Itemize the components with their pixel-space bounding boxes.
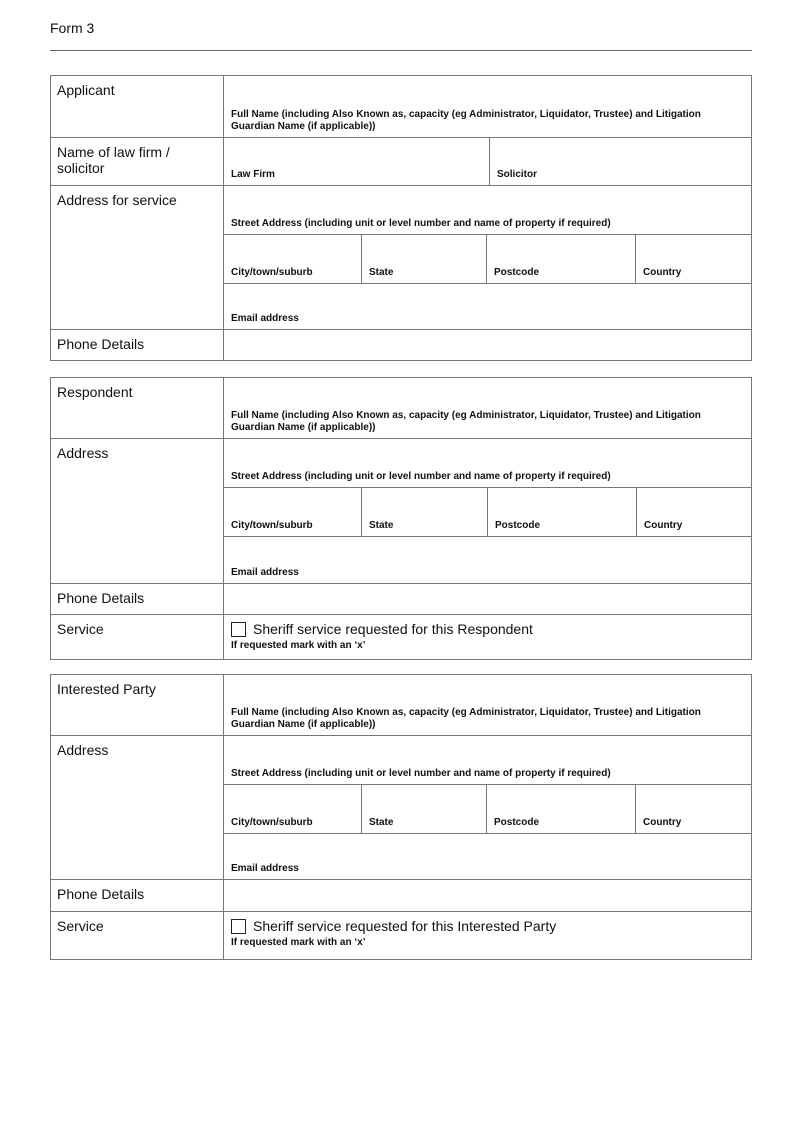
applicant-country-field[interactable] <box>635 235 751 283</box>
applicant-street-field[interactable] <box>224 186 751 234</box>
email-caption: Email address <box>231 313 299 324</box>
city-caption: City/town/suburb <box>231 520 313 531</box>
applicant-name-row <box>51 75 751 137</box>
sheriff-service-checkbox[interactable] <box>231 919 246 934</box>
interested-party-section <box>50 674 752 960</box>
street-caption: Street Address (including unit or level number and name of property if required) <box>231 768 611 779</box>
postcode-caption: Postcode <box>494 267 540 278</box>
country-caption: Country <box>643 267 682 278</box>
full-name-caption: Full Name (including Also Known as, capacity (eg Administrator, Liquidator, Trustee) and Litigation Guardian Name (if applicable)) <box>231 410 701 433</box>
address-label: Address <box>51 736 224 879</box>
state-caption: State <box>369 520 394 531</box>
law-firm-field[interactable] <box>224 138 489 185</box>
requested-hint: If requested mark with an ‘x’ <box>231 937 366 948</box>
interested-party-address-row <box>51 735 751 879</box>
full-name-caption: Full Name (including Also Known as, capacity (eg Administrator, Liquidator, Trustee) and Litigation Guardian Name (if applicable)) <box>231 109 701 132</box>
interested-party-full-name-field[interactable] <box>224 675 751 735</box>
postcode-caption: Postcode <box>495 520 541 531</box>
solicitor-caption: Solicitor <box>497 169 538 180</box>
respondent-phone-row <box>51 583 751 614</box>
respondent-phone-field[interactable] <box>224 584 751 614</box>
law-firm-row <box>51 137 751 185</box>
email-caption: Email address <box>231 567 299 578</box>
city-caption: City/town/suburb <box>231 817 313 828</box>
interested-party-label: Interested Party <box>51 675 224 735</box>
respondent-address-row <box>51 438 751 583</box>
solicitor-field[interactable] <box>489 138 751 185</box>
street-caption: Street Address (including unit or level number and name of property if required) <box>231 218 611 229</box>
applicant-state-field[interactable] <box>361 235 486 283</box>
applicant-phone-row <box>51 329 751 360</box>
respondent-service-row <box>51 614 751 659</box>
country-caption: Country <box>643 817 682 828</box>
sheriff-service-text: Sheriff service requested for this Interested Party <box>253 918 557 934</box>
interested-party-phone-field[interactable] <box>224 880 751 911</box>
applicant-city-field[interactable] <box>224 235 361 283</box>
interested-party-country-field[interactable] <box>635 785 751 833</box>
interested-party-state-field[interactable] <box>361 785 486 833</box>
interested-party-phone-row <box>51 879 751 911</box>
postcode-caption: Postcode <box>494 817 540 828</box>
respondent-city-field[interactable] <box>224 488 361 536</box>
city-caption: City/town/suburb <box>231 267 313 278</box>
interested-party-name-row <box>51 674 751 735</box>
applicant-section <box>50 75 752 361</box>
phone-details-label: Phone Details <box>51 330 224 360</box>
requested-hint: If requested mark with an ‘x’ <box>231 640 366 651</box>
sheriff-service-checkbox[interactable] <box>231 622 246 637</box>
applicant-address-row <box>51 185 751 329</box>
sheriff-service-text: Sheriff service requested for this Respondent <box>253 621 533 637</box>
state-caption: State <box>369 267 394 278</box>
law-firm-caption: Law Firm <box>231 169 275 180</box>
respondent-state-field[interactable] <box>361 488 487 536</box>
applicant-postcode-field[interactable] <box>486 235 635 283</box>
respondent-name-row <box>51 377 751 438</box>
interested-party-postcode-field[interactable] <box>486 785 635 833</box>
country-caption: Country <box>644 520 683 531</box>
respondent-email-field[interactable] <box>224 537 751 583</box>
email-caption: Email address <box>231 863 299 874</box>
address-label: Address <box>51 439 224 583</box>
law-firm-solicitor-label: Name of law firm / solicitor <box>51 138 224 185</box>
state-caption: State <box>369 817 394 828</box>
interested-party-service-row <box>51 911 751 959</box>
applicant-email-field[interactable] <box>224 284 751 329</box>
applicant-full-name-field[interactable] <box>224 76 751 137</box>
header-divider <box>50 50 752 51</box>
respondent-section <box>50 377 752 660</box>
respondent-country-field[interactable] <box>636 488 751 536</box>
address-for-service-label: Address for service <box>51 186 224 329</box>
phone-details-label: Phone Details <box>51 584 224 614</box>
interested-party-street-field[interactable] <box>224 736 751 784</box>
phone-details-label: Phone Details <box>51 880 224 911</box>
form-number: Form 3 <box>50 20 95 36</box>
interested-party-email-field[interactable] <box>224 834 751 879</box>
applicant-label: Applicant <box>51 76 224 137</box>
street-caption: Street Address (including unit or level number and name of property if required) <box>231 471 611 482</box>
respondent-full-name-field[interactable] <box>224 378 751 438</box>
service-label: Service <box>51 615 224 659</box>
interested-party-city-field[interactable] <box>224 785 361 833</box>
service-label: Service <box>51 912 224 959</box>
respondent-street-field[interactable] <box>224 439 751 487</box>
applicant-phone-field[interactable] <box>224 330 751 360</box>
respondent-postcode-field[interactable] <box>487 488 636 536</box>
full-name-caption: Full Name (including Also Known as, capacity (eg Administrator, Liquidator, Trustee) and Litigation Guardian Name (if applicable)) <box>231 707 701 730</box>
respondent-label: Respondent <box>51 378 224 438</box>
